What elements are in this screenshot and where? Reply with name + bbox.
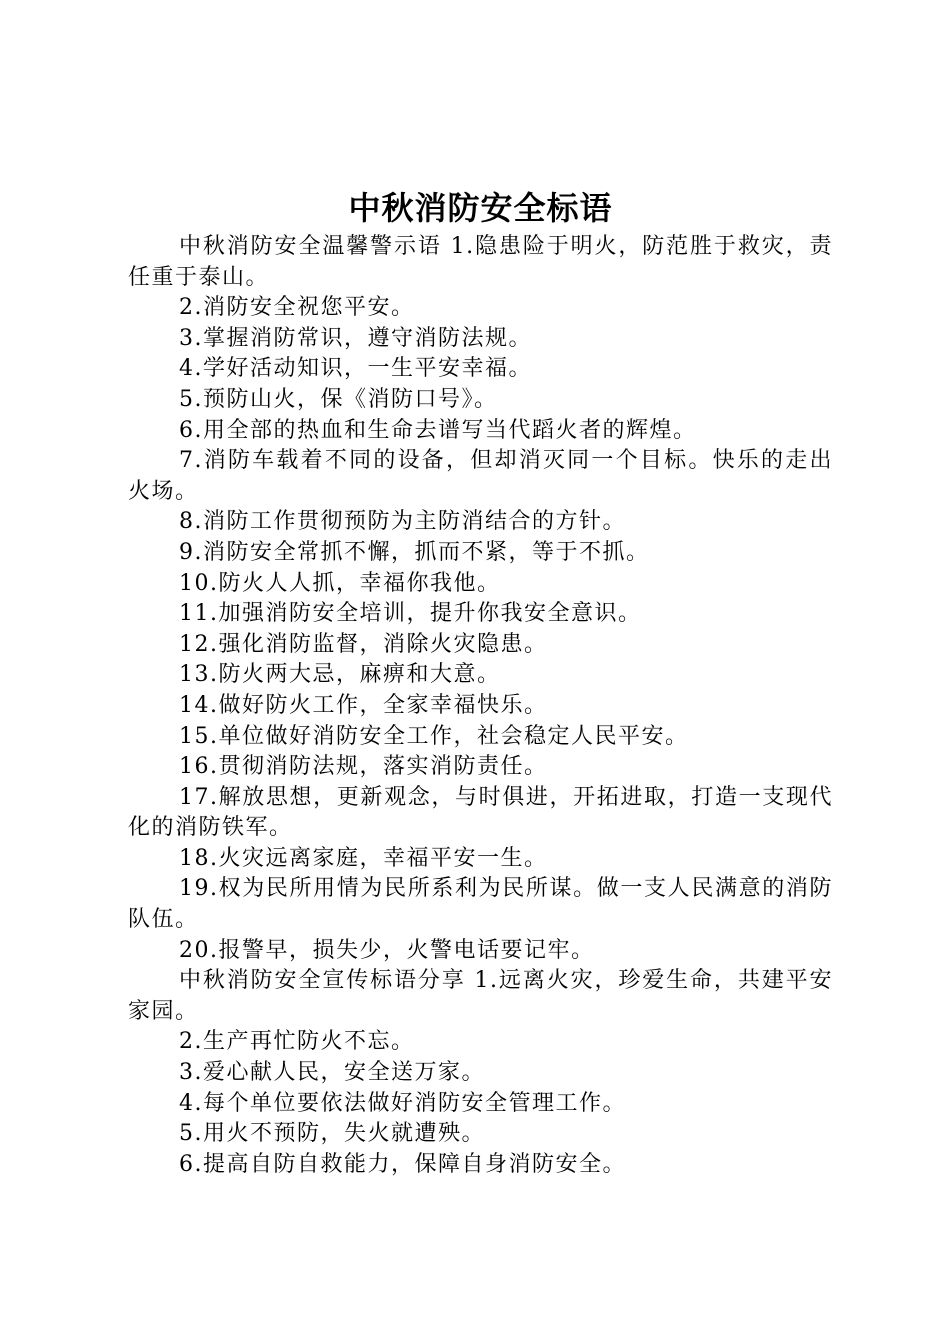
paragraph: 13.防火两大忌，麻痹和大意。 <box>179 662 501 688</box>
paragraph: 18.火灾远离家庭，幸福平安一生。 <box>179 845 548 871</box>
paragraph: 中秋消防安全宣传标语分享 1.远离火灾，珍爱生命，共建平安家园。 <box>128 968 833 1024</box>
paragraph: 6.提高自防自救能力，保障自身消防安全。 <box>179 1151 626 1177</box>
paragraph: 16.贯彻消防法规，落实消防责任。 <box>179 754 548 780</box>
paragraph: 3.爱心献人民，安全送万家。 <box>179 1060 485 1086</box>
paragraph: 14.做好防火工作，全家幸福快乐。 <box>179 692 548 718</box>
paragraph: 7.消防车载着不同的设备，但却消灭同一个目标。快乐的走出火场。 <box>128 448 833 504</box>
paragraph: 2.消防安全祝您平安。 <box>179 295 415 321</box>
document-title: 中秋消防安全标语 <box>348 189 613 227</box>
document-page <box>128 186 833 1180</box>
paragraph: 2.生产再忙防火不忘。 <box>179 1029 415 1055</box>
paragraph: 中秋消防安全温馨警示语 1.隐患险于明火，防范胜于救灾，责任重于泰山。 <box>128 234 833 290</box>
paragraph: 19.权为民所用情为民所系利为民所谋。做一支人民满意的消防队伍。 <box>128 876 833 933</box>
paragraph: 5.预防山火，保《消防口号》。 <box>179 386 498 412</box>
paragraph: 3.掌握消防常识，遵守消防法规。 <box>179 325 532 351</box>
paragraph: 8.消防工作贯彻预防为主防消结合的方针。 <box>179 509 626 535</box>
paragraph: 10.防火人人抓，幸福你我他。 <box>179 570 501 596</box>
paragraph: 17.解放思想，更新观念，与时俱进，开拓进取，打造一支现代化的消防铁军。 <box>128 784 833 841</box>
paragraph: 20.报警早，损失少，火警电话要记牢。 <box>179 937 595 963</box>
paragraph: 4.学好活动知识，一生平安幸福。 <box>179 356 532 382</box>
paragraph: 12.强化消防监督，消除火灾隐患。 <box>179 631 548 657</box>
paragraph: 4.每个单位要依法做好消防安全管理工作。 <box>179 1090 626 1116</box>
paragraph: 6.用全部的热血和生命去谱写当代蹈火者的辉煌。 <box>179 417 697 443</box>
paragraph: 11.加强消防安全培训，提升你我安全意识。 <box>179 601 642 627</box>
paragraph: 9.消防安全常抓不懈，抓而不紧，等于不抓。 <box>179 539 650 565</box>
paragraph: 5.用火不预防，失火就遭殃。 <box>179 1121 485 1147</box>
paragraph: 15.单位做好消防安全工作，社会稳定人民平安。 <box>179 723 689 749</box>
